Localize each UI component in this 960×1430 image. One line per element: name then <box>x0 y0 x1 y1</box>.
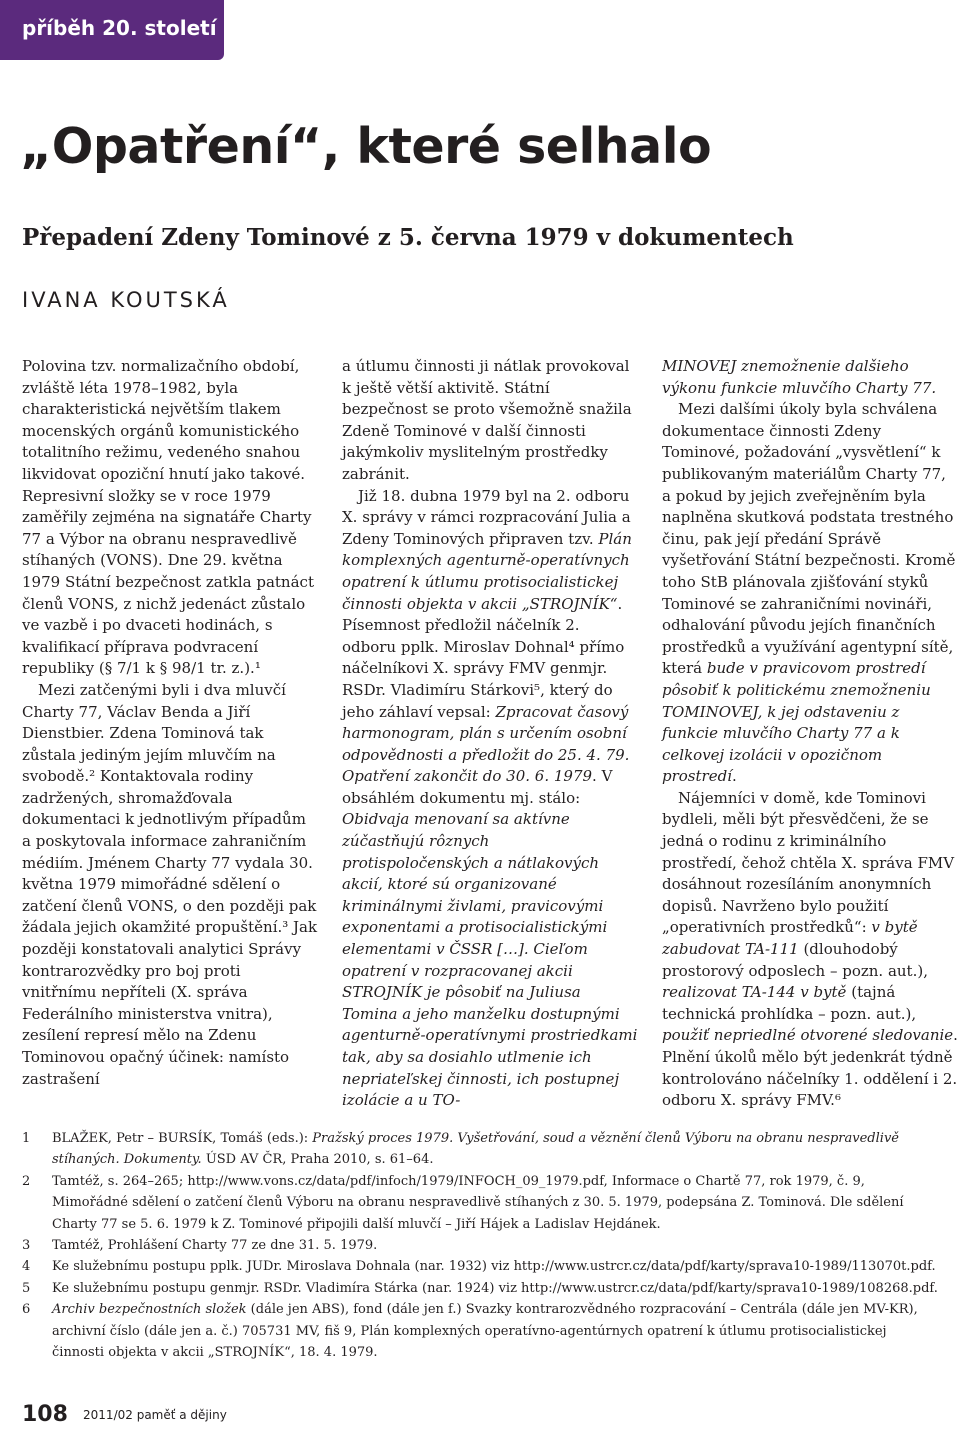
italic-text: použiť nepriedlné otvorené sledovanie <box>662 1026 954 1045</box>
paragraph <box>662 399 958 788</box>
text-run: (tajná technická prohlídka – pozn. aut.), <box>662 983 917 1023</box>
italic-text: MINOVEJ znemožnenie dalšieho výkonu funkcie mluvčího Charty 77. <box>662 357 937 397</box>
text-column-1 <box>22 356 318 1088</box>
paragraph <box>22 680 318 1090</box>
italic-text: Obidvaja menovaní sa aktívne zúčastňujú rôznych protispoločenských a nátlakových akcií, ktoré sú organizované kriminálnymi živlami, pravicovými exponentami a protisocialistickými elementami v ČSSR […]. Cieľom opatrení v rozpracovanej akcii STROJNÍK je pôsobiť na Juliusa Tomina a jeho manželku dostupnými agenturně-operatívnymi prostriedkami tak, aby sa dosiahlo utlmenie ich nepriateľskej činnosti, ich postupnej izolácie a u TO- <box>342 810 638 1110</box>
text-run: . V obsáhlém dokumentu mj. stálo: <box>342 767 613 807</box>
italic-text: realizovat TA-144 v bytě <box>662 983 847 1002</box>
footnote-number: 5 <box>22 1280 31 1296</box>
italic-text: bude v pravicovom prostredí pôsobiť k politickému znemožneniu TOMINOVEJ, k jej odstaveniu z funkcie mluvčího Charty 77 a k celkovej izolácii v opozičnom prostredí <box>662 659 931 786</box>
text-run: Tamtéž, Prohlášení Charty 77 ze dne 31. 5. 1979. <box>52 1238 378 1254</box>
footnote-number: 4 <box>22 1259 31 1275</box>
text-column-3 <box>662 356 958 1110</box>
italic-text: v bytě zabudovat TA-111 <box>662 918 918 959</box>
footnote <box>22 1235 938 1256</box>
text-run: . Písemnost předložil náčelník 2. odboru pplk. Miroslav Dohnal⁴ přímo náčelníkovi X. správy FMV genmjr. RSDr. Vladimíru Stárkovi⁵, který do jeho záhlaví vepsal: <box>342 594 625 721</box>
footnote <box>22 1256 938 1277</box>
article-title: „Opatření“, které selhalo <box>20 118 712 175</box>
footnote <box>22 1171 938 1235</box>
text-run: Mezi dalšími úkoly byla schválena dokumentace činnosti Zdeny Tominové, požadování „vysvětlení“ k publikovaným materiálům Charty 77, a pokud by jejich zveřejněním byla naplněna skutková podstata trestného činu, pak její předání Správě vyšetřování Státní bezpečnosti. Kromě toho StB plánovala zjišťování styků Tominové se zahraničními novináři, odhalování původu jejích finančních prostředků a využívání agentурní sítě, která <box>662 400 956 678</box>
text-run: BLAŽEK, Petr – BURSÍK, Tomáš (eds.): <box>52 1131 313 1146</box>
text-run: Tamtéž, s. 264–265; http://www.vons.cz/data/pdf/infoch/1979/INFOCH_09_1979.pdf, Informace o Chartě 77, rok 1979, č. 9, Mimořádné sdělení o zatčení členů Výboru na obranu nespravedlivě stíhaných z 30. 5. 1979, podepsána Z. Tominová. Dle sdělení Charty 77 se 5. 6. 1979 k Z. Tominové připojili další mluvčí – Jiří Hájek a Ladislav Hejdánek. <box>52 1173 904 1232</box>
footnotes <box>22 1128 938 1363</box>
text-run: Mezi zatčenými byli i dva mluvčí Charty 77, Václav Benda a Jiří Dienstbier. Zdena Tominová tak zůstala jediným jejím mluvčím na svobodě.² Kontaktovala rodiny zadržených, shromažďovala dokumentaci k jednotlivým případům a poskytovala informace zahraničním médiím. Jménem Charty 77 vydala 30. května 1979 mimořádné sdělení o zatčení členů VONS, o den později pak žádala jejich okamžité propuštění.³ Jak později konstatovali analytici Správy kontrarozvědky pro boj proti vnitřnímu nepříteli (X. správa Federálního ministerstva vnitra), zesílení represí mělo na Zdenu Tominovou opačný účinek: namísto zastrašení <box>22 680 318 1088</box>
footnote <box>22 1299 938 1363</box>
section-label: příběh 20. století <box>22 16 217 40</box>
text-run: . Plnění úkolů mělo být jedenkrát týdně kontrolováno náčelníky 1. oddělení i 2. odboru X. správy FMV.⁶ <box>662 1026 958 1110</box>
section-tab <box>0 0 224 60</box>
footnote-number: 2 <box>22 1173 31 1189</box>
text-run: Polovina tzv. normalizačního období, zvláště léta 1978–1982, byla charakteristická největším tlakem mocenských orgánů komunistického totalitního režimu, vedeného snahou likvidovat opoziční hnutí jako takové. Represivní složky se v roce 1979 zaměřily zejména na signatáře Charty 77 a Výbor na obranu nespravedlivě stíhaných (VONS). Dne 29. května 1979 Státní bezpečnost zatkla patnáct členů VONS, z nichž jedenáct zůstalo ve vazbě i po dvaceti hodinách, s kvalifikací příprava podvracení republiky (§ 7/1 k § 98/1 tr. z.).¹ <box>22 357 314 678</box>
text-run: (dále jen ABS), fond (dále jen f.) Svazky kontrarozvědného rozpracování – Centrála (dále jen MV-KR), archivní číslo (dále jen a. č.) 705731 MV, fiš 9, Plán komplexných operatívno-agentúrnych opatrení k útlumu protisocialistickej činnosti objekta v akcii „STROJNÍK“, 18. 4. 1979. <box>52 1302 918 1361</box>
italic-text: Archiv bezpečnostních složek <box>52 1302 247 1318</box>
paragraph <box>662 356 958 399</box>
text-run: Ke služebnímu postupu genmjr. RSDr. Vladimíra Stárka (nar. 1924) viz http://www.ustrcr.cz/data/pdf/karty/sprava10-1989/108268.pdf. <box>52 1280 938 1296</box>
text-run: (dlouhodobý prostorový odposlech – pozn. aut.), <box>662 940 928 980</box>
text-run: Nájemníci v domě, kde Tominovi bydleli, měli být přesvědčeni, že se jedná o rodinu z kriminálního prostředí, čehož chtěla X. správa FMV dosáhnout rozesíláním anonymních dopisů. Navrženo bylo použití „operativních prostředků“: <box>662 788 955 937</box>
footnote-number: 1 <box>22 1131 31 1146</box>
article-body <box>22 356 958 1110</box>
text-run: a útlumu činnosti ji nátlak provokoval k ještě větší aktivitě. Státní bezpečnost se proto všemožně snažila Zdeně Tominové v další činnosti jakýmkoliv myslitelným prostředky zabránit. <box>342 357 632 483</box>
italic-text: Zpracovat časový harmonogram, plán s určením osobní odpovědnosti a předložit do 25. 4. 79. Opatření zakončit do 30. 6. 1979 <box>342 702 630 786</box>
italic-text: Pražský proces 1979. Vyšetřování, soud a věznění členů Výboru na obranu nespravedlivě stíhaných. Dokumenty. <box>52 1131 899 1168</box>
text-run: Již 18. dubna 1979 byl na 2. odboru X. správy v rámci rozpracování Julia a Zdeny Tominových připraven tzv. <box>342 486 631 548</box>
footnote-number: 3 <box>22 1238 31 1254</box>
paragraph <box>22 356 318 680</box>
article-subtitle: Přepadení Zdeny Tominové z 5. června 1979 v dokumentech <box>22 224 794 251</box>
paragraph <box>342 356 638 486</box>
text-run: ÚSD AV ČR, Praha 2010, s. 61–64. <box>201 1152 434 1168</box>
footnote <box>22 1278 938 1299</box>
text-run: Ke služebnímu postupu pplk. JUDr. Miroslava Dohnala (nar. 1932) viz http://www.ustrcr.cz/data/pdf/karty/sprava10-1989/113070t.pdf. <box>52 1259 936 1275</box>
paragraph <box>342 486 638 1112</box>
text-run: . <box>731 767 737 786</box>
article-author: IVANA KOUTSKÁ <box>22 288 230 312</box>
footnote-number: 6 <box>22 1302 31 1318</box>
footnote <box>22 1128 938 1171</box>
text-column-2 <box>342 356 638 1110</box>
italic-text: Plán komplexných agenturně-operatívnych opatrení k útlumu protisocialistickej činnosti objekta v akcii „STROJNÍK“ <box>342 529 632 613</box>
journal-issue: 2011/02 paměť a dějiny <box>83 1407 227 1422</box>
paragraph <box>662 788 958 1112</box>
page-footer <box>22 1402 227 1427</box>
page-number: 108 <box>22 1402 68 1427</box>
